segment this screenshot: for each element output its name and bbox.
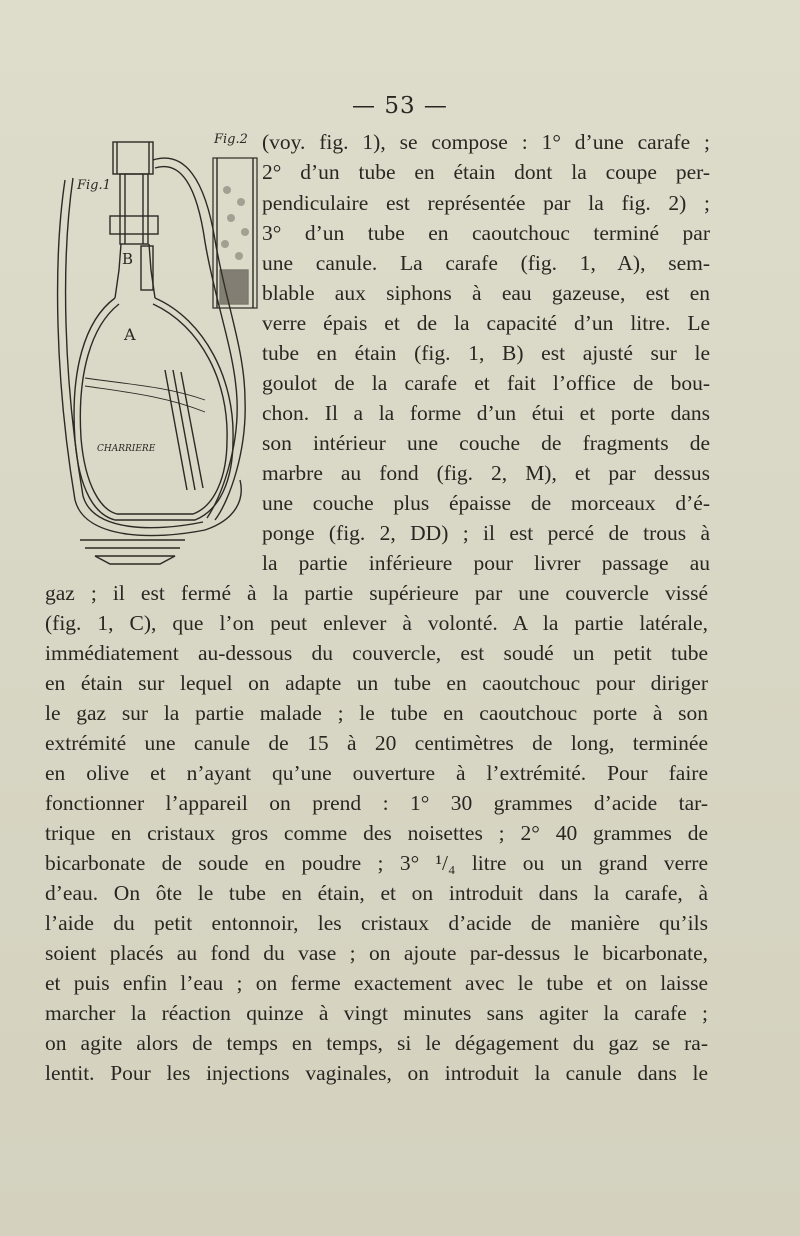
text-line: et puis enfin l’eau ; on ferme exactement avec le tube et on laisse [45, 971, 708, 995]
text-line: on agite alors de temps en temps, si le dégagement du gaz se ra- [45, 1031, 708, 1055]
fig-letter-a: A [124, 325, 136, 344]
fig-letter-b: B [122, 250, 134, 268]
text-line: d’eau. On ôte le tube en étain, et on introduit dans la carafe, à [45, 881, 708, 905]
text-line: ponge (fig. 2, DD) ; il est percé de trous à [262, 521, 710, 545]
text-line: (voy. fig. 1), se compose : 1° d’une carafe ; [262, 130, 710, 154]
fig2-label: Fig.2 [214, 132, 248, 147]
text-line: le gaz sur la partie malade ; le tube en caoutchouc porte à son [45, 701, 708, 725]
text-line: trique en cristaux gros comme des noisettes ; 2° 40 grammes de [45, 821, 708, 845]
text-line: blable aux siphons à eau gazeuse, est en [262, 281, 710, 305]
text-line: goulot de la carafe et fait l’office de bou- [262, 371, 710, 395]
maker-mark: CHARRIERE [97, 444, 156, 454]
fig1-label: Fig.1 [77, 178, 111, 193]
text-line: immédiatement au-dessous du couvercle, est soudé un petit tube [45, 641, 708, 665]
text-line: bicarbonate de soude en poudre ; 3° ¹/₄ litre ou un grand verre [45, 851, 708, 875]
text-line: verre épais et de la capacité d’un litre. Le [262, 311, 710, 335]
text-line: 3° d’un tube en caoutchouc terminé par [262, 221, 710, 245]
text-line: la partie inférieure pour livrer passage au [262, 551, 710, 575]
text-line: soient placés au fond du vase ; on ajoute par-dessus le bicarbonate, [45, 941, 708, 965]
text-line: l’aide du petit entonnoir, les cristaux d’acide de manière qu’ils [45, 911, 708, 935]
text-line: lentit. Pour les injections vaginales, on introduit la canule dans le [45, 1061, 708, 1085]
text-line: pendiculaire est représentée par la fig. 2) ; [262, 191, 710, 215]
text-line: une canule. La carafe (fig. 1, A), sem- [262, 251, 710, 275]
text-line: une couche plus épaisse de morceaux d’é- [262, 491, 710, 515]
text-line: tube en étain (fig. 1, B) est ajusté sur le [262, 341, 710, 365]
text-line: chon. Il a la forme d’un étui et porte dans [262, 401, 710, 425]
text-line: marcher la réaction quinze à vingt minutes sans agiter la carafe ; [45, 1001, 708, 1025]
text-line: en étain sur lequel on adapte un tube en caoutchouc pour diriger [45, 671, 708, 695]
text-line: 2° d’un tube en étain dont la coupe per- [262, 160, 710, 184]
text-line: extrémité une canule de 15 à 20 centimètres de long, terminée [45, 731, 708, 755]
text-line: en olive et n’ayant qu’une ouverture à l’extrémité. Pour faire [45, 761, 708, 785]
text-line: gaz ; il est fermé à la partie supérieure par une couvercle vissé [45, 581, 708, 605]
page-number: — 53 — [352, 93, 448, 119]
text-line: fonctionner l’appareil on prend : 1° 30 grammes d’acide tar- [45, 791, 708, 815]
text-line: marbre au fond (fig. 2, M), et par dessus [262, 461, 710, 485]
text-line: (fig. 1, C), que l’on peut enlever à volonté. A la partie latérale, [45, 611, 708, 635]
text-line: son intérieur une couche de fragments de [262, 431, 710, 455]
